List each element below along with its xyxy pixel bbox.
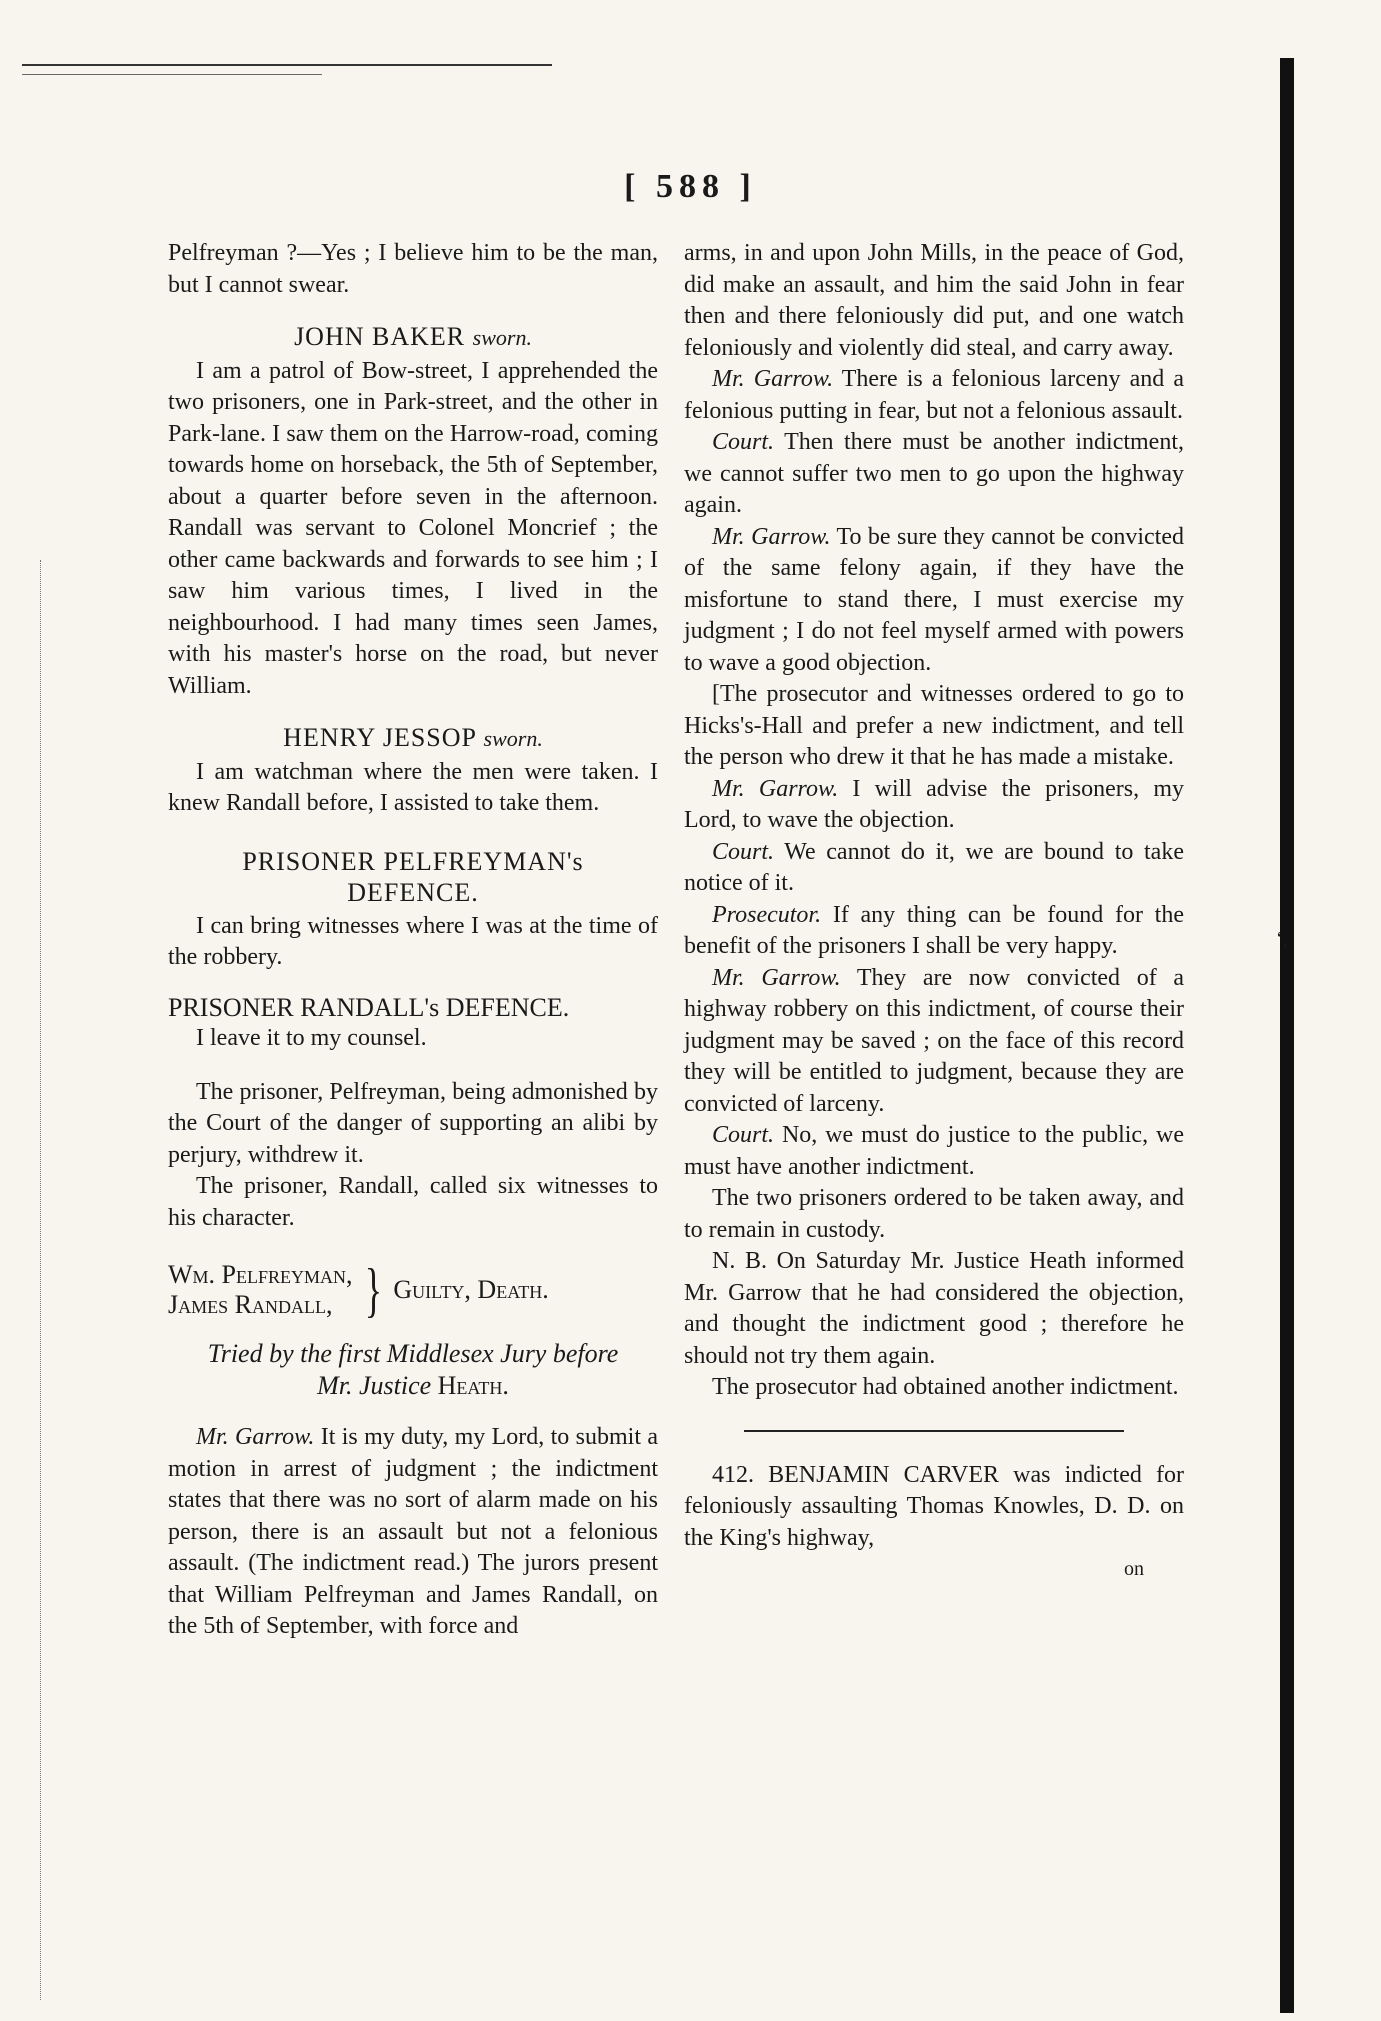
paragraph: [684, 837, 1184, 900]
paragraph: The two prisoners ordered to be taken away, and to remain in custody.: [684, 1185, 1184, 1243]
paragraph: N. B. On Saturday Mr. Justice Heath informed Mr. Garrow that he had considered the objection, and thought the indictment good ; therefore he should not try them again.: [684, 1248, 1184, 1369]
paragraph: The prosecutor had obtained another indictment.: [712, 1374, 1179, 1400]
paragraph: 412. BENJAMIN CARVER was indicted for feloniously assaulting Thomas Knowles, D. D. on the King's highway,: [684, 1461, 1184, 1551]
defence-heading-randall: PRISONER RANDALL's DEFENCE.: [168, 992, 570, 1022]
margin-specks: [40, 560, 49, 2000]
binding-edge: [1280, 58, 1294, 2013]
paragraph: [684, 963, 1184, 1121]
top-rule: [22, 64, 552, 66]
section-divider: [744, 1430, 1124, 1432]
speech: I will advise the prisoners, my Lord, to wave the objection.: [684, 775, 1184, 833]
speech: If any thing can be found for the benefit of the prisoners I shall be very happy.: [684, 901, 1185, 959]
margin-mark: ‘,: [1276, 928, 1288, 950]
paragraph: Pelfreyman ?—Yes ; I believe him to be the man, but I cannot swear.: [168, 240, 658, 298]
paragraph: [684, 364, 1184, 427]
paragraph: The prisoner, Pelfreyman, being admonished by the Court of the danger of supporting an alibi by perjury, withdrew it.: [168, 1078, 658, 1168]
speech: It is my duty, my Lord, to submit a motion in arrest of judgment ; the indictment states that there was no sort of alarm made on his person, there is an assault but not a felonious assault. (The indictment read.) The jurors present that William Pelfreyman and James Randall, on the 5th of September, with force and: [168, 1424, 658, 1639]
speaker: Mr. Garrow.: [712, 523, 831, 550]
verdict-name: Wm. Pelfreyman,: [168, 1260, 353, 1289]
speech: Then there must be another indictment, we cannot suffer two men to go upon the highway again.: [684, 429, 1184, 518]
verdict-name: James Randall,: [168, 1290, 333, 1319]
speaker: Mr. Garrow.: [712, 366, 834, 392]
speech: No, we must do justice to the public, we must have another indictment.: [684, 1122, 1184, 1180]
brace-icon: }: [364, 1257, 382, 1323]
top-rule-thin: [22, 74, 322, 75]
verdict-names: [168, 1260, 353, 1320]
trial-note-line: Tried by the first Middlesex Jury before: [207, 1339, 619, 1368]
witness-heading-baker: [168, 321, 658, 354]
speech: There is a felonious larceny and a felonious putting in fear, but not a felonious assault.: [684, 366, 1184, 424]
speaker: Prosecutor.: [712, 901, 822, 928]
paragraph: [The prosecutor and witnesses ordered to go to Hicks's-Hall and prefer a new indictment, and tell the person who drew it that he has made a mistake.: [684, 681, 1184, 770]
trial-note-line: [168, 1370, 658, 1402]
witness-name: JOHN BAKER: [294, 322, 466, 351]
paragraph: I leave it to my counsel.: [196, 1025, 427, 1051]
speech: We cannot do it, we are bound to take notice of it.: [684, 838, 1184, 896]
paragraph: [684, 1120, 1184, 1183]
verdict-result: Guilty, Death.: [393, 1275, 549, 1305]
speaker: Mr. Garrow.: [712, 775, 839, 802]
sworn-label: sworn.: [472, 325, 532, 350]
paragraph: [684, 427, 1184, 522]
witness-heading-jessop: [168, 722, 658, 755]
paragraph: I am watchman where the men were taken. I knew Randall before, I assisted to take them.: [168, 758, 658, 816]
heading-line: PRISONER PELFREYMAN's: [242, 846, 584, 876]
paragraph: arms, in and upon John Mills, in the peace of God, did make an assault, and him the said John in fear then and there feloniously did put, and one watch feloniously and violently did steal, and carry away.: [684, 240, 1184, 361]
judge-name: Heath.: [437, 1371, 509, 1400]
paragraph: [684, 900, 1184, 963]
speaker: Court.: [712, 429, 775, 455]
verdict: [168, 1257, 658, 1323]
speaker: Court.: [712, 1122, 775, 1148]
right-column: [684, 238, 1184, 1586]
speaker: Mr. Garrow.: [196, 1424, 315, 1450]
catchword: on: [1124, 1558, 1144, 1580]
speaker: Court.: [712, 838, 775, 865]
speech: To be sure they cannot be convicted of the same felony again, if they have the misfortune to stand there, I must exercise my judgment ; I do not feel myself armed with powers to wave a good objection.: [684, 523, 1184, 676]
speech: They are now convicted of a highway robbery on this indictment, of course their judgment may be saved ; on the face of this record they will be entitled to judgment, because they are convicted of larceny.: [684, 964, 1184, 1117]
sworn-label: sworn.: [483, 726, 543, 751]
judge-title: Mr. Justice: [317, 1371, 432, 1400]
paragraph: The prisoner, Randall, called six witnesses to his character.: [168, 1173, 658, 1231]
defence-heading-pelfreyman: [168, 846, 658, 909]
paragraph: [684, 522, 1184, 680]
paragraph: I can bring witnesses where I was at the time of the robbery.: [168, 912, 658, 970]
speaker: Mr. Garrow.: [712, 964, 841, 991]
trial-note: [168, 1338, 658, 1402]
heading-line: DEFENCE.: [347, 878, 479, 907]
witness-name: HENRY JESSOP: [283, 723, 477, 752]
paragraph: I am a patrol of Bow-street, I apprehended the two prisoners, one in Park-street, and the other in Park-lane. I saw them on the Harrow-road, coming towards home on horseback, the 5th of September, about a quarter before seven in the afternoon. Randall was servant to Colonel Moncrief ; the other came backwards and forwards to see him ; I saw him various times, I lived in the neighbourhood. I had many times seen James, with his master's horse on the road, but never William.: [168, 357, 658, 699]
paragraph: [684, 774, 1184, 837]
left-column: [168, 238, 658, 1643]
paragraph: [168, 1422, 658, 1643]
page-number: [ 588 ]: [624, 168, 757, 205]
